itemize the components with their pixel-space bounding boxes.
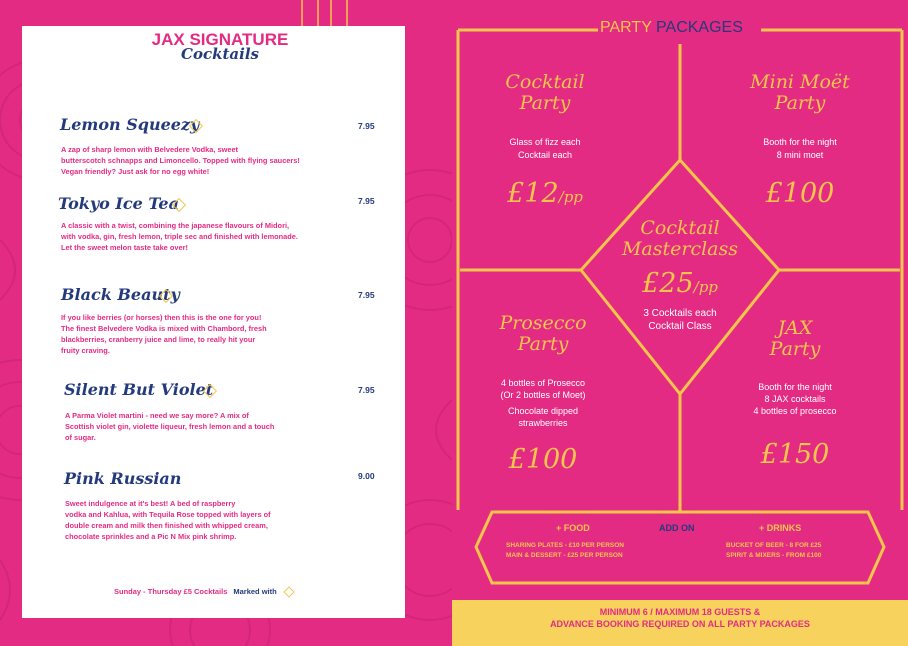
prosecco-party-name: Prosecco Party [499,312,587,355]
prosecco-party-details: 4 bottles of Prosecco (Or 2 bottles of Moet) Chocolate dipped strawberries [500,378,586,428]
cocktail-price: 7.95 [358,290,375,300]
booking-info-text: MINIMUM 6 / MAXIMUM 18 GUESTS & ADVANCE BOOKING REQUIRED ON ALL PARTY PACKAGES [550,607,810,629]
masterclass-price: £25/pp [642,268,718,299]
cocktail-party-price: £12/pp [507,178,583,209]
cocktail-description: A zap of sharp lemon with Belvedere Vodka, sweet butterscotch schnapps and Limoncello. Topped with flying saucers! Vegan friendly? Just ask for no egg white! [61,145,300,176]
addon-drinks-label: + DRINKS [759,523,802,533]
mini-moet-party-price: £100 [765,178,835,209]
jax-party-details: Booth for the night 8 JAX cocktails 4 bottles of prosecco [753,382,837,416]
addon-food-list: SHARING PLATES - £10 PER PERSON MAIN & DESSERT - £25 PER PERSON [506,542,624,559]
cocktail-description: Sweet indulgence at it's best! A bed of raspberry vodka and Kahlua, with Tequila Rose topped with layers of double cream and milk then finished with whipped cream, chocolate sprinkles and a Pic N Mix pink shrimp. [65,499,271,541]
cocktail-description: If you like berries (or horses) then this is the one for you! The finest Belvedere Vodka is mixed with Chambord, fresh blackberries, cranberry juice and lime, to really hit your fruity craving. [61,313,267,355]
cocktail-name: Pink Russian [64,469,182,488]
masterclass-name: Cocktail Masterclass [621,217,739,260]
menu-title [140,31,300,61]
menu-title-line1: JAX SIGNATURE [151,30,289,49]
cocktail-name: Black Beauty [61,285,180,304]
mini-moet-party-name: Mini Moët Party [750,71,850,114]
menu-title-line2: Cocktails [181,45,259,63]
cocktail-party-details: Glass of fizz each Cocktail each [509,137,581,160]
addon-food-label: + FOOD [556,523,590,533]
cocktail-price: 9.00 [358,471,375,481]
cocktail-price: 7.95 [358,196,375,206]
cocktail-price: 7.95 [358,385,375,395]
addon-drinks-list: BUCKET OF BEER - 8 FOR £25 SPIRIT & MIXERS - FROM £100 [726,542,822,559]
cocktail-name: Silent But Violet [64,380,214,399]
diamond-icon [283,586,294,597]
masterclass-details: 3 Cocktails each Cocktail Class [643,308,717,332]
prosecco-party-price: £100 [508,444,578,475]
addon-label: ADD ON [659,523,695,533]
cocktail-name: Lemon Squeezy [60,115,200,134]
cocktail-price: 7.95 [358,121,375,131]
cocktail-description: A classic with a twist, combining the japanese flavours of Midori, with vodka, gin, fresh lemon, triple sec and finished with lemonade. Let the sweet melon taste take over! [61,221,298,252]
mini-moet-party-details: Booth for the night 8 mini moet [763,137,837,160]
jax-party-name: JAX Party [769,317,821,360]
offer-text: Sunday - Thursday £5 Cocktails [114,587,228,596]
offer-marker-text: Marked with [233,587,277,596]
packages-title: PARTY PACKAGES [600,19,743,36]
offer-note [114,587,293,596]
cocktail-name: Tokyo Ice Tea [58,194,179,213]
cocktail-description: A Parma Violet martini - need we say more? A mix of Scottish violet gin, violette liqueur, fresh lemon and a touch of sugar. [65,411,275,442]
jax-party-price: £150 [760,439,830,470]
cocktail-party-name: Cocktail Party [505,71,585,114]
